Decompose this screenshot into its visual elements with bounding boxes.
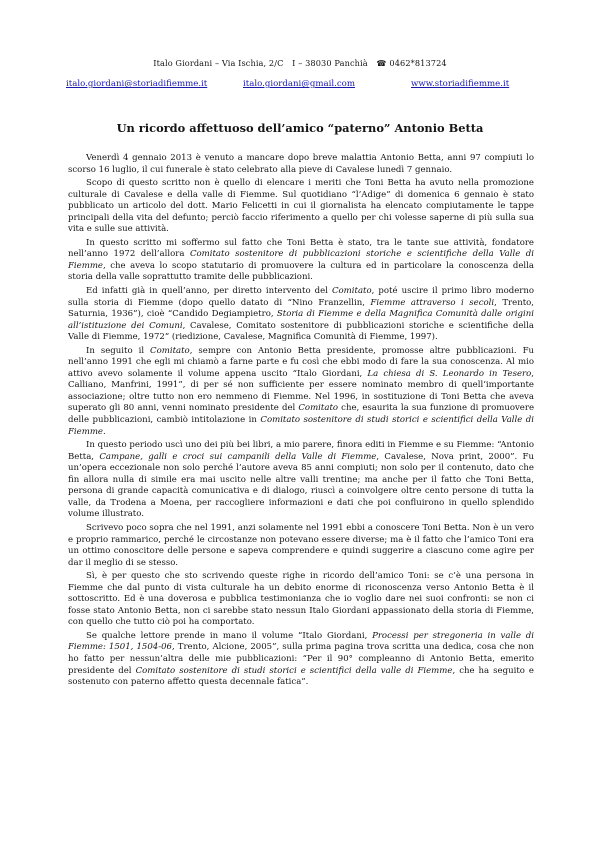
text-run: , Cavalese, Comitato sostenitore di pubblicazioni storiche e scientifiche della Valle di Fiemme, 1972” (riedizione, Cavalese, Magnifica Comunità di Fiemme, 1997).	[68, 320, 534, 343]
body-paragraph	[68, 286, 534, 344]
italic-title-run: Comitato sostenitore di studi storici e scientifici della Valle di Fiemme	[68, 415, 534, 437]
body-paragraph	[68, 346, 534, 438]
body-paragraph	[68, 571, 534, 629]
phone-number: ☎ 0462*813724	[376, 58, 447, 68]
italic-title-run: Comitato	[150, 345, 190, 356]
body-paragraph	[68, 440, 534, 521]
text-run: In seguito il	[86, 345, 151, 356]
text-run: che, esaurita la sua funzione di promuovere delle pubblicazioni, cambiò intitolazione in	[68, 403, 534, 426]
text-run: In questo periodo uscì uno dei più bei libri, a mio parere, finora editi in Fiemme e su Fiemme: “Antonio Betta,	[68, 440, 534, 462]
website-link[interactable]: www.storiadifiemme.it	[411, 79, 510, 89]
text-run: , sempre con Antonio Betta presidente, promosse altre pubblicazioni. Fu nell’anno 1991 che egli mi chiamò a farne parte e fu così che ebbi modo di fare la sua conoscenza. Al mio attivo avevo solamente il volume appena uscito “Italo Giordani,	[68, 345, 535, 379]
email-link-storiadifiemme[interactable]: italo.giordani@storiadifiemme.it	[66, 79, 208, 89]
postal-locality: I – 38030 Panchià	[292, 58, 368, 68]
text-run: Se qualche lettore prende in mano il volume “Italo Giordani,	[86, 630, 373, 641]
text-run: , Trento, Saturnia, 1936”), cioè “Candido Degiampietro,	[68, 297, 534, 320]
text-run: Venerdì 4 gennaio 2013 è venuto a mancare dopo breve malattia Antonio Betta, anni 97 compiuti lo scorso 16 luglio, il cui funerale è stato celebrato alla pieve di Cavalese lunedì 7 gennaio.	[68, 153, 534, 175]
text-run: , Trento, Alcione, 2005”, sulla prima pagina trova scritta una dedica, cosa che non ho fatto per nessun’altra delle mie pubblicazioni: “Per il 90° compleanno di Antonio Betta, emerito presidente del	[68, 642, 534, 676]
italic-title-run: Campane, galli e croci sui campanili della Valle di Fiemme	[99, 451, 377, 462]
text-run: , che ha seguito e sostenuto con paterno affetto questa decennale fatica”.	[68, 665, 534, 688]
letterhead	[0, 58, 600, 68]
italic-title-run: La chiesa di S. Leonardo in Tesero	[367, 368, 532, 379]
italic-title-run: Fiemme attraverso i secoli	[370, 297, 495, 308]
body-paragraph	[68, 523, 534, 569]
text-run: Scrivevo poco sopra che nel 1991, anzi solamente nel 1991 ebbi a conoscere Toni Betta. Non è un vero e proprio rammarico, perché le circostanze non potevano essere diverse; ma è il fatto che l’amico Toni era un ottimo conoscitore delle persone e sapeva comprendere e quindi suggerire a ciascuno come agire per dar il meglio di se stesso.	[68, 522, 534, 568]
italic-title-run: Comitato	[298, 403, 339, 414]
text-run: Scopo di questo scritto non è quello di elencare i meriti che Toni Betta ha avuto nella promozione culturale di Cavalese e della valle di Fiemme. Sul quotidiano “l’Adige” di domenica 6 gennaio è stato pubblicato un articolo del dott. Mario Felicetti in cui il giornalista ha elencato compiutamente le tappe principali della vita del defunto; perciò faccio riferimento a quello per chi volesse saperne di più sulla sua vita e sulle sue attività.	[68, 178, 534, 235]
body-paragraph	[68, 178, 534, 236]
text-run: , Calliano, Manfrini, 1991”, di per sé non sufficiente per essere nominato membro di quell’importante associazione; oltre tutto non ero nemmeno di Fiemme. Nel 1996, in sostituzione di Toni Betta che aveva superato gli 80 anni, venni nominato presidente del	[68, 368, 534, 414]
text-run: , Cavalese, Nova print, 2000”. Fu un’opera eccezionale non solo perché l’autore aveva 85 anni compiuti; non solo per il contenuto, dato che fin allora nulla di simile era mai uscito nelle altre valli trentine; ma anche per il fatto che Toni Betta, persona di grande capacità comunicativa e di dialogo, riuscì a coinvolgere oltre cento persone di tutta la valle, da Trodena a Moena, per raccogliere informazioni e dati che poi confluirono in quello splendido volume illustrato.	[68, 451, 534, 520]
author-address: Italo Giordani – Via Ischia, 2/C	[153, 58, 284, 68]
document-body	[68, 153, 534, 691]
text-run: Ed infatti già in quell’anno, per diretto intervento del	[86, 286, 332, 297]
text-run: Sì, è per questo che sto scrivendo queste righe in ricordo dell’amico Toni: se c’è una persona in Fiemme che dal punto di vista culturale ha un debito enorme di riconoscenza verso Antonio Betta è il sottoscritto. Ed è una doverosa e pubblica testimonianza che io voglio dare nei suoi confronti: se non ci fosse stato Antonio Betta, non ci sarebbe stato nessun Italo Giordani appassionato della storia di Fiemme, con quello che tutto ciò poi ha comportato.	[68, 571, 534, 628]
text-run: , poté uscire il primo libro moderno sulla storia di Fiemme (dopo quello datato di “Nino Franzellin,	[68, 286, 535, 308]
italic-title-run: Comitato sostenitore di pubblicazioni storiche e scientifiche della Valle di Fiemme	[68, 249, 534, 271]
body-paragraph	[68, 631, 534, 689]
body-paragraph	[68, 153, 534, 176]
italic-title-run: Comitato sostenitore di studi storici e scientifici della valle di Fiemme	[135, 665, 453, 676]
text-run: , che aveva lo scopo statutario di promuovere la cultura ed in particolare la conoscenza della storia della valle soprattutto tramite delle pubblicazioni.	[68, 260, 534, 283]
italic-title-run: Comitato	[332, 286, 372, 297]
text-run: In questo scritto mi soffermo sul fatto che Toni Betta è stato, tra le tante sue attività, fondatore nell’anno 1972 dell’allora	[68, 237, 534, 260]
italic-title-run: Storia di Fiemme e della Magnifica Comunità dalle origini all’istituzione dei Comuni	[68, 309, 534, 331]
document-title: Un ricordo affettuoso dell’amico “paterno” Antonio Betta	[116, 121, 484, 135]
italic-title-run: Processi per stregoneria in valle di Fiemme: 1501, 1504-06	[68, 630, 535, 653]
email-link-gmail[interactable]: italo.giordani@gmail.com	[243, 79, 355, 89]
body-paragraph	[68, 238, 534, 284]
text-run: .	[103, 426, 106, 437]
